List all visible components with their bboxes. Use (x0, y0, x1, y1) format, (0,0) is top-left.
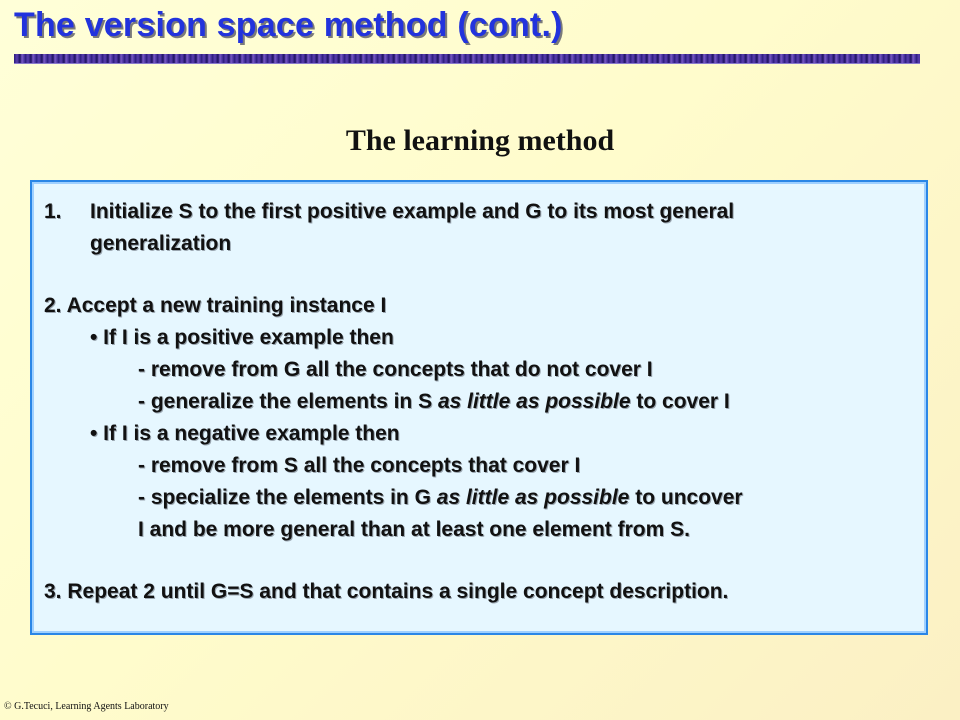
positive-action-generalize (138, 390, 730, 414)
positive-action-remove: - remove from G all the concepts that do not cover I (138, 358, 653, 381)
generalize-emphasis: as little as possible (437, 390, 631, 413)
step-1-number: 1. (44, 200, 62, 223)
positive-example-bullet: • If I is a positive example then (90, 326, 394, 349)
specialize-emphasis: as little as possible (436, 486, 630, 509)
slide-title: The version space method (cont.) (14, 6, 563, 44)
specialize-text-pre: - specialize the elements in G (138, 486, 437, 509)
title-underline (14, 54, 920, 63)
generalize-text-post: to cover I (630, 390, 730, 413)
step-3-line: 3. Repeat 2 until G=S and that contains a single concept description. (44, 580, 729, 603)
step-2-heading: 2. Accept a new training instance I (44, 294, 387, 317)
copyright-footer: © G.Tecuci, Learning Agents Laboratory (4, 701, 169, 712)
step-1-text: Initialize S to the first positive example and G to its most general (90, 200, 735, 223)
section-subtitle: The learning method (345, 124, 615, 157)
step-1-line-2: generalization (90, 232, 232, 255)
negative-action-specialize-cont: I and be more general than at least one element from S. (138, 518, 690, 541)
negative-action-specialize (138, 486, 743, 510)
learning-method-box (30, 180, 928, 635)
generalize-text-pre: - generalize the elements in S (138, 390, 438, 413)
specialize-text-post: to uncover (629, 486, 743, 509)
negative-example-bullet: • If I is a negative example then (90, 422, 400, 445)
step-1-line-1 (44, 200, 734, 224)
negative-action-remove: - remove from S all the concepts that cover I (138, 454, 581, 477)
